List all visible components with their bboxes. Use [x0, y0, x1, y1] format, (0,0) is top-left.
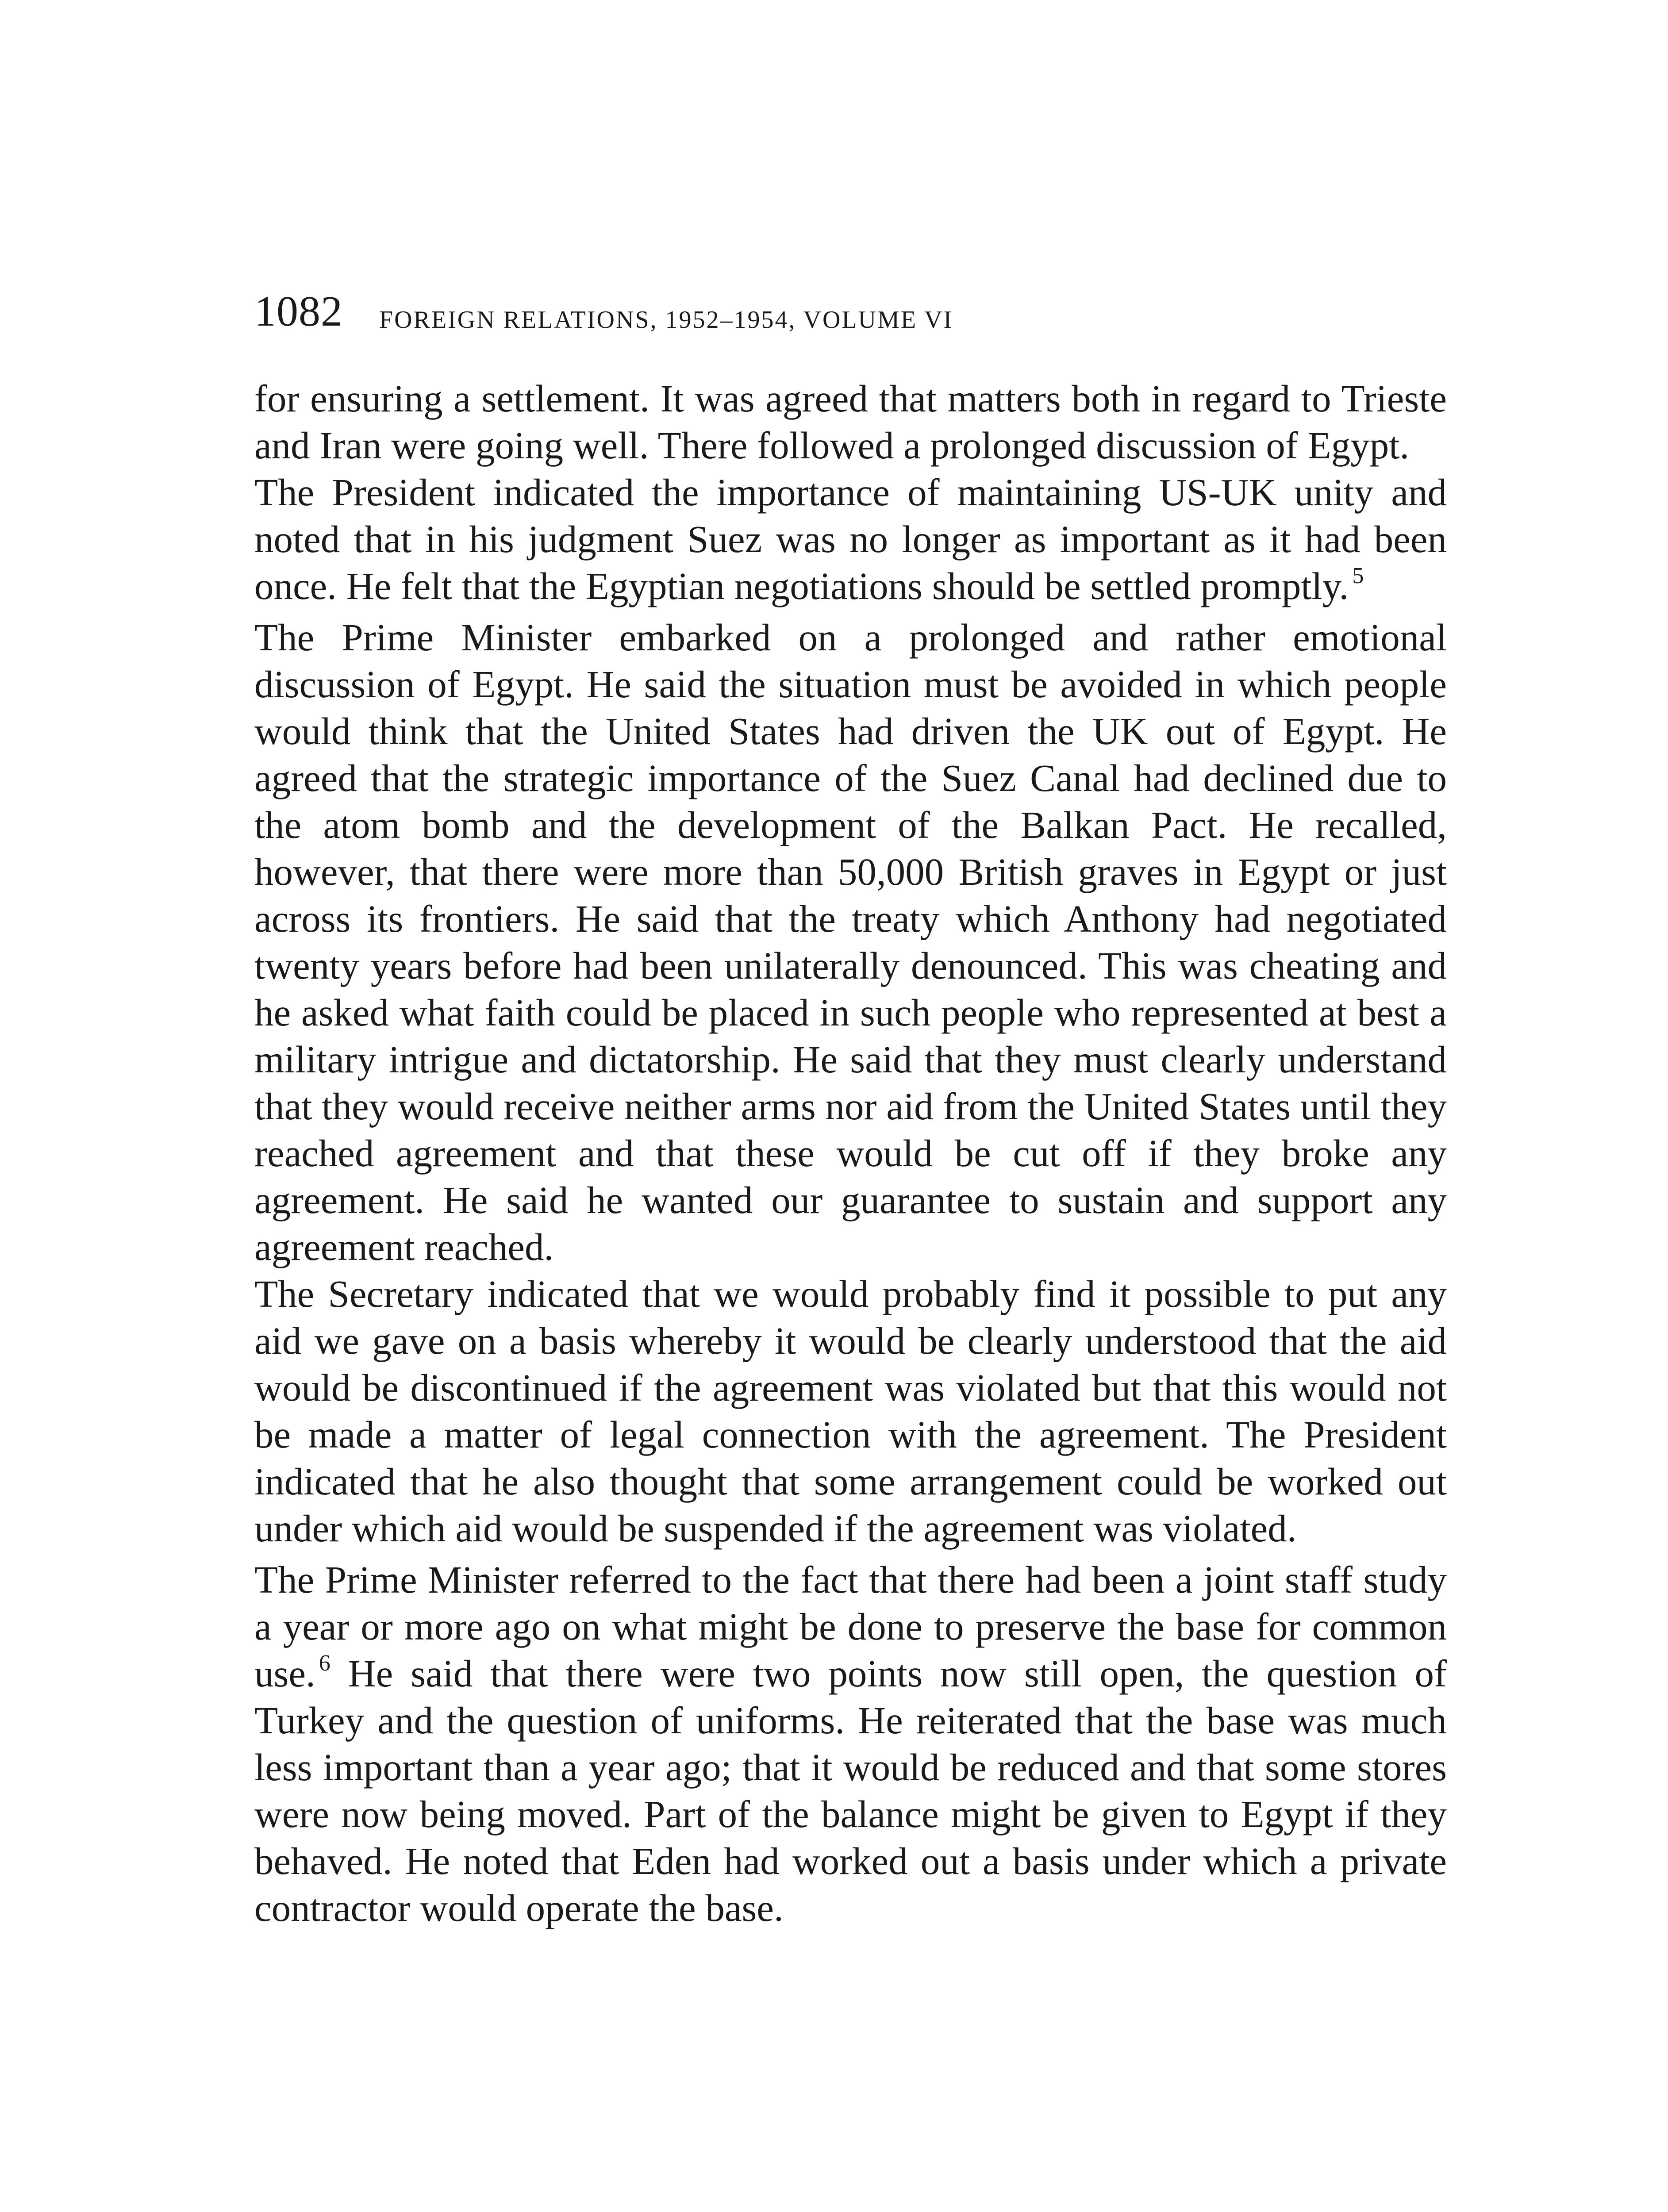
page-header — [254, 290, 1449, 343]
paragraph-2 — [254, 469, 1447, 610]
paragraph-5-text-before: The Prime Minister referred to the fact that there had been a joint staff study a year or more ago on what might be done to preserve the base for common use. — [254, 1558, 1447, 1695]
paragraph-5-text-after: He said that there were two points now still open, the question of Turkey and the question of uniforms. He reiterated that the base was much less important than a year ago; that it would be reduced and that some stores were now being moved. Part of the balance might be given to Egypt if they behaved. He noted that Eden had worked out a basis under which a private contractor would operate the base. — [254, 1652, 1447, 1929]
paragraph-3 — [254, 614, 1447, 1271]
paragraph-3-text: The Prime Minister embarked on a prolonged and rather emotional discussion of Egypt. He said the situation must be avoided in which people would think that the United States had driven the UK out of Egypt. He agreed that the strategic importance of the Suez Canal had declined due to the atom bomb and the development of the Balkan Pact. He recalled, however, that there were more than 50,000 British graves in Egypt or just across its frontiers. He said that the treaty which Anthony had negotiated twenty years before had been unilaterally denounced. This was cheating and he asked what faith could be placed in such people who represented at best a military intrigue and dictatorship. He said that they must clearly understand that they would receive neither arms nor aid from the United States until they reached agreement and that these would be cut off if they broke any agreement. He said he wanted our guarantee to sustain and support any agreement reached. — [254, 616, 1447, 1268]
page-number: 1082 — [254, 288, 343, 335]
paragraph-2-text: The President indicated the importance of maintaining US-UK unity and noted that in his judgment Suez was no longer as important as it had been once. He felt that the Egyptian negotiations should be settled promptly. — [254, 471, 1447, 607]
footnote-ref-6[interactable]: 6 — [319, 1651, 331, 1676]
running-head: FOREIGN RELATIONS, 1952–1954, VOLUME VI — [379, 306, 953, 334]
body-text — [254, 375, 1447, 1932]
paragraph-4 — [254, 1271, 1447, 1552]
paragraph-4-text: The Secretary indicated that we would probably find it possible to put any aid we gave on a basis whereby it would be clearly understood that the aid would be discontinued if the agreement was violated but that this would not be made a matter of legal connection with the agreement. The President indicated that he also thought that some arrangement could be worked out under which aid would be suspended if the agreement was violated. — [254, 1272, 1447, 1550]
paragraph-5 — [254, 1556, 1447, 1932]
paragraph-1-text: for ensuring a settlement. It was agreed that matters both in regard to Trieste and Iran were going well. There followed a prolonged discussion of Egypt. — [254, 377, 1447, 467]
footnote-ref-5[interactable]: 5 — [1352, 563, 1364, 588]
paragraph-1 — [254, 375, 1447, 469]
